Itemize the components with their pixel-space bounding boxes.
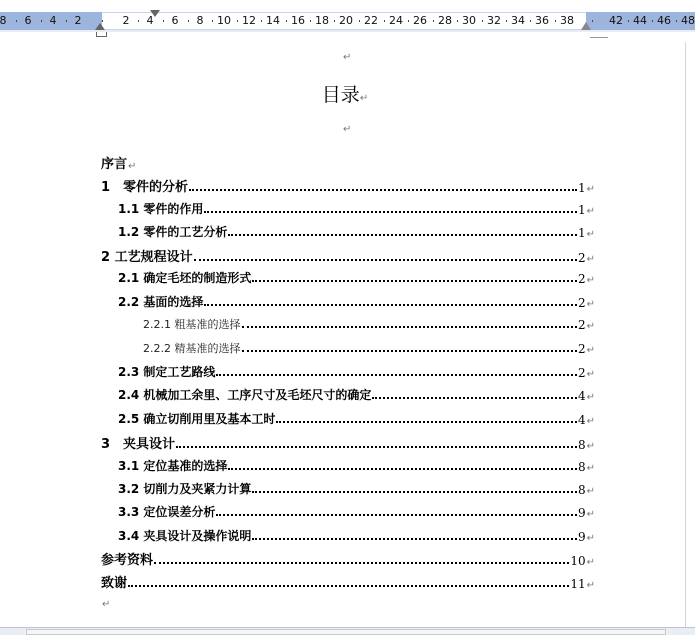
paragraph-mark: ↵ (586, 184, 595, 195)
ruler-tick-label: 14 (266, 14, 280, 27)
toc-title[interactable] (0, 80, 690, 107)
ruler-tick-label: 22 (364, 14, 378, 27)
toc-page-number: 11 (570, 577, 586, 591)
toc-leader-dots (372, 396, 577, 399)
toc-leader-dots (242, 349, 577, 352)
ruler-tick-label: 48 (681, 14, 695, 27)
toc-entry[interactable] (118, 527, 595, 544)
paragraph-mark: ↵ (586, 254, 595, 265)
ruler-tick-label: 32 (487, 14, 501, 27)
ruler-tick-label: 8 (196, 14, 204, 27)
paragraph-mark: ↵ (586, 557, 595, 568)
toc-entry[interactable] (118, 200, 595, 217)
toc-leader-dots (228, 233, 577, 236)
toc-leader-dots (228, 467, 577, 470)
toc-entry[interactable] (143, 316, 595, 332)
ruler-tick-label: 26 (413, 14, 427, 27)
toc-page-number: 8 (577, 460, 586, 474)
toc-leader-dots (276, 420, 577, 423)
toc-entry-label: 致谢 (101, 576, 128, 591)
toc-page-number: 8 (577, 483, 586, 497)
toc-entry-label: 2 工艺规程设计 (101, 250, 193, 265)
toc-entry[interactable] (118, 269, 595, 286)
toc-leader-dots (216, 373, 577, 376)
toc-entry-label: 2.4 机械加工余里、工序尺寸及毛坯尺寸的确定 (118, 388, 372, 402)
paragraph-mark: ↵ (343, 124, 352, 135)
toc-entry[interactable] (118, 293, 595, 310)
toc-page-number: 9 (577, 530, 586, 544)
paragraph-mark: ↵ (586, 206, 595, 217)
hanging-indent-marker[interactable] (95, 23, 105, 30)
first-line-indent-marker[interactable] (150, 10, 160, 17)
toc-page-number: 1 (577, 226, 586, 240)
toc-entry-label: 1.2 零件的工艺分析 (118, 225, 228, 239)
toc-page-number: 10 (570, 554, 586, 568)
ruler-tick-label: 38 (560, 14, 574, 27)
toc-entry[interactable] (101, 176, 595, 195)
toc-leader-dots (128, 584, 569, 587)
toc-entry-label: 3 夹具设计 (101, 437, 176, 452)
paragraph-mark: ↵ (359, 93, 369, 104)
toc-leader-dots (252, 490, 577, 493)
paragraph-mark: ↵ (586, 229, 595, 240)
paragraph-mark: ↵ (586, 441, 595, 452)
ruler-tick-label: 28 (438, 14, 452, 27)
ruler-tick-label: 30 (462, 14, 476, 27)
toc-entry-label: 3.3 定位误差分析 (118, 505, 216, 519)
ruler-tick-label: 10 (217, 14, 231, 27)
toc-leader-dots (204, 210, 577, 213)
horizontal-ruler[interactable] (0, 0, 695, 30)
toc-leader-dots (216, 513, 577, 516)
toc-entry-label: 1 零件的分析 (101, 180, 189, 195)
toc-entry[interactable] (101, 153, 136, 172)
toc-entry-label: 3.2 切削力及夹紧力计算 (118, 482, 252, 496)
paragraph-mark: ↵ (586, 486, 595, 497)
ruler-tick-label: 6 (171, 14, 179, 27)
toc-entry[interactable] (101, 246, 595, 265)
ruler-tick (592, 20, 593, 22)
scrollbar-thumb[interactable] (26, 629, 666, 635)
ruler-tick-label: 24 (389, 14, 403, 27)
ruler-tick-label: 36 (535, 14, 549, 27)
toc-leader-dots (242, 325, 577, 328)
paragraph-mark: ↵ (586, 463, 595, 474)
paragraph-mark: ↵ (586, 321, 595, 332)
paragraph-mark: ↵ (586, 509, 595, 520)
toc-leader-dots (189, 188, 577, 191)
ruler-tick-label: 2 (74, 14, 82, 27)
toc-entry[interactable] (118, 223, 595, 240)
paragraph-mark: ↵ (128, 161, 137, 172)
toc-page-number: 4 (577, 413, 586, 427)
toc-entry[interactable] (118, 386, 595, 403)
paragraph-mark: ↵ (586, 345, 595, 356)
toc-leader-dots (194, 258, 577, 261)
ruler-tick-label: 6 (24, 14, 32, 27)
toc-entry[interactable] (101, 549, 595, 568)
ruler-tick-label: 12 (242, 14, 256, 27)
paragraph-mark: ↵ (586, 580, 595, 591)
toc-page-number: 2 (577, 318, 586, 332)
ruler-tick-label: 8 (0, 14, 7, 27)
toc-entry[interactable] (118, 480, 595, 497)
toc-page-number: 4 (577, 389, 586, 403)
toc-entry-label: 1.1 零件的作用 (118, 202, 204, 216)
ruler-tick-label: 4 (146, 14, 154, 27)
toc-entry[interactable] (118, 410, 595, 427)
toc-leader-dots (204, 303, 577, 306)
paragraph-mark: ↵ (586, 533, 595, 544)
toc-title-text: 目录 (321, 84, 360, 106)
toc-page-number: 1 (577, 203, 586, 217)
paragraph-mark: ↵ (586, 369, 595, 380)
toc-entry-label: 参考资料 (101, 553, 154, 568)
paragraph-mark: ↵ (586, 275, 595, 286)
toc-entry[interactable] (118, 457, 595, 474)
toc-entry[interactable] (118, 363, 595, 380)
horizontal-scrollbar[interactable] (0, 627, 695, 635)
toc-entry-label: 2.3 制定工艺路线 (118, 365, 216, 379)
toc-page-number: 2 (577, 251, 586, 265)
paragraph-mark: ↵ (102, 599, 111, 610)
paragraph-mark: ↵ (586, 392, 595, 403)
ruler-tick-label: 46 (657, 14, 671, 27)
toc-page-number: 2 (577, 272, 586, 286)
toc-leader-dots (176, 445, 577, 448)
toc-page-number: 2 (577, 296, 586, 310)
toc-entry-label: 2.2 基面的选择 (118, 295, 204, 309)
paragraph-mark: ↵ (586, 299, 595, 310)
ruler-tick (102, 20, 103, 22)
toc-leader-dots (154, 561, 569, 564)
ruler-tick-label: 16 (291, 14, 305, 27)
toc-page-number: 2 (577, 342, 586, 356)
paragraph-mark: ↵ (343, 52, 352, 63)
ruler-tick-label: 4 (49, 14, 57, 27)
ruler-tick-label: 44 (633, 14, 647, 27)
toc-entry[interactable] (118, 503, 595, 520)
paragraph-mark: ↵ (586, 416, 595, 427)
toc-entry-label: 3.1 定位基准的选择 (118, 459, 228, 473)
toc-entry-label: 2.5 确立切削用里及基本工时 (118, 412, 276, 426)
toc-page-number: 8 (577, 438, 586, 452)
toc-page-number: 9 (577, 506, 586, 520)
toc-page-number: 1 (577, 181, 586, 195)
ruler-tick-label: 42 (609, 14, 623, 27)
toc-entry[interactable] (101, 572, 595, 591)
toc-leader-dots (252, 537, 577, 540)
ruler-tick-label: 20 (339, 14, 353, 27)
toc-leader-dots (252, 279, 577, 282)
toc-entry-label: 2.1 确定毛坯的制造形式 (118, 271, 252, 285)
toc-page-number: 2 (577, 366, 586, 380)
right-indent-marker[interactable] (581, 22, 591, 30)
ruler-tick-label: 2 (122, 14, 130, 27)
toc-entry-label: 3.4 夹具设计及操作说明 (118, 529, 252, 543)
toc-entry[interactable] (143, 340, 595, 356)
toc-entry[interactable] (101, 433, 595, 452)
toc-entry-label: 序言 (101, 157, 128, 172)
toc-entry-label: 2.2.2 精基准的选择 (143, 342, 241, 355)
toc-entry-label: 2.2.1 粗基准的选择 (143, 318, 241, 331)
ruler-tick-label: 18 (315, 14, 329, 27)
ruler-tick-label: 34 (511, 14, 525, 27)
